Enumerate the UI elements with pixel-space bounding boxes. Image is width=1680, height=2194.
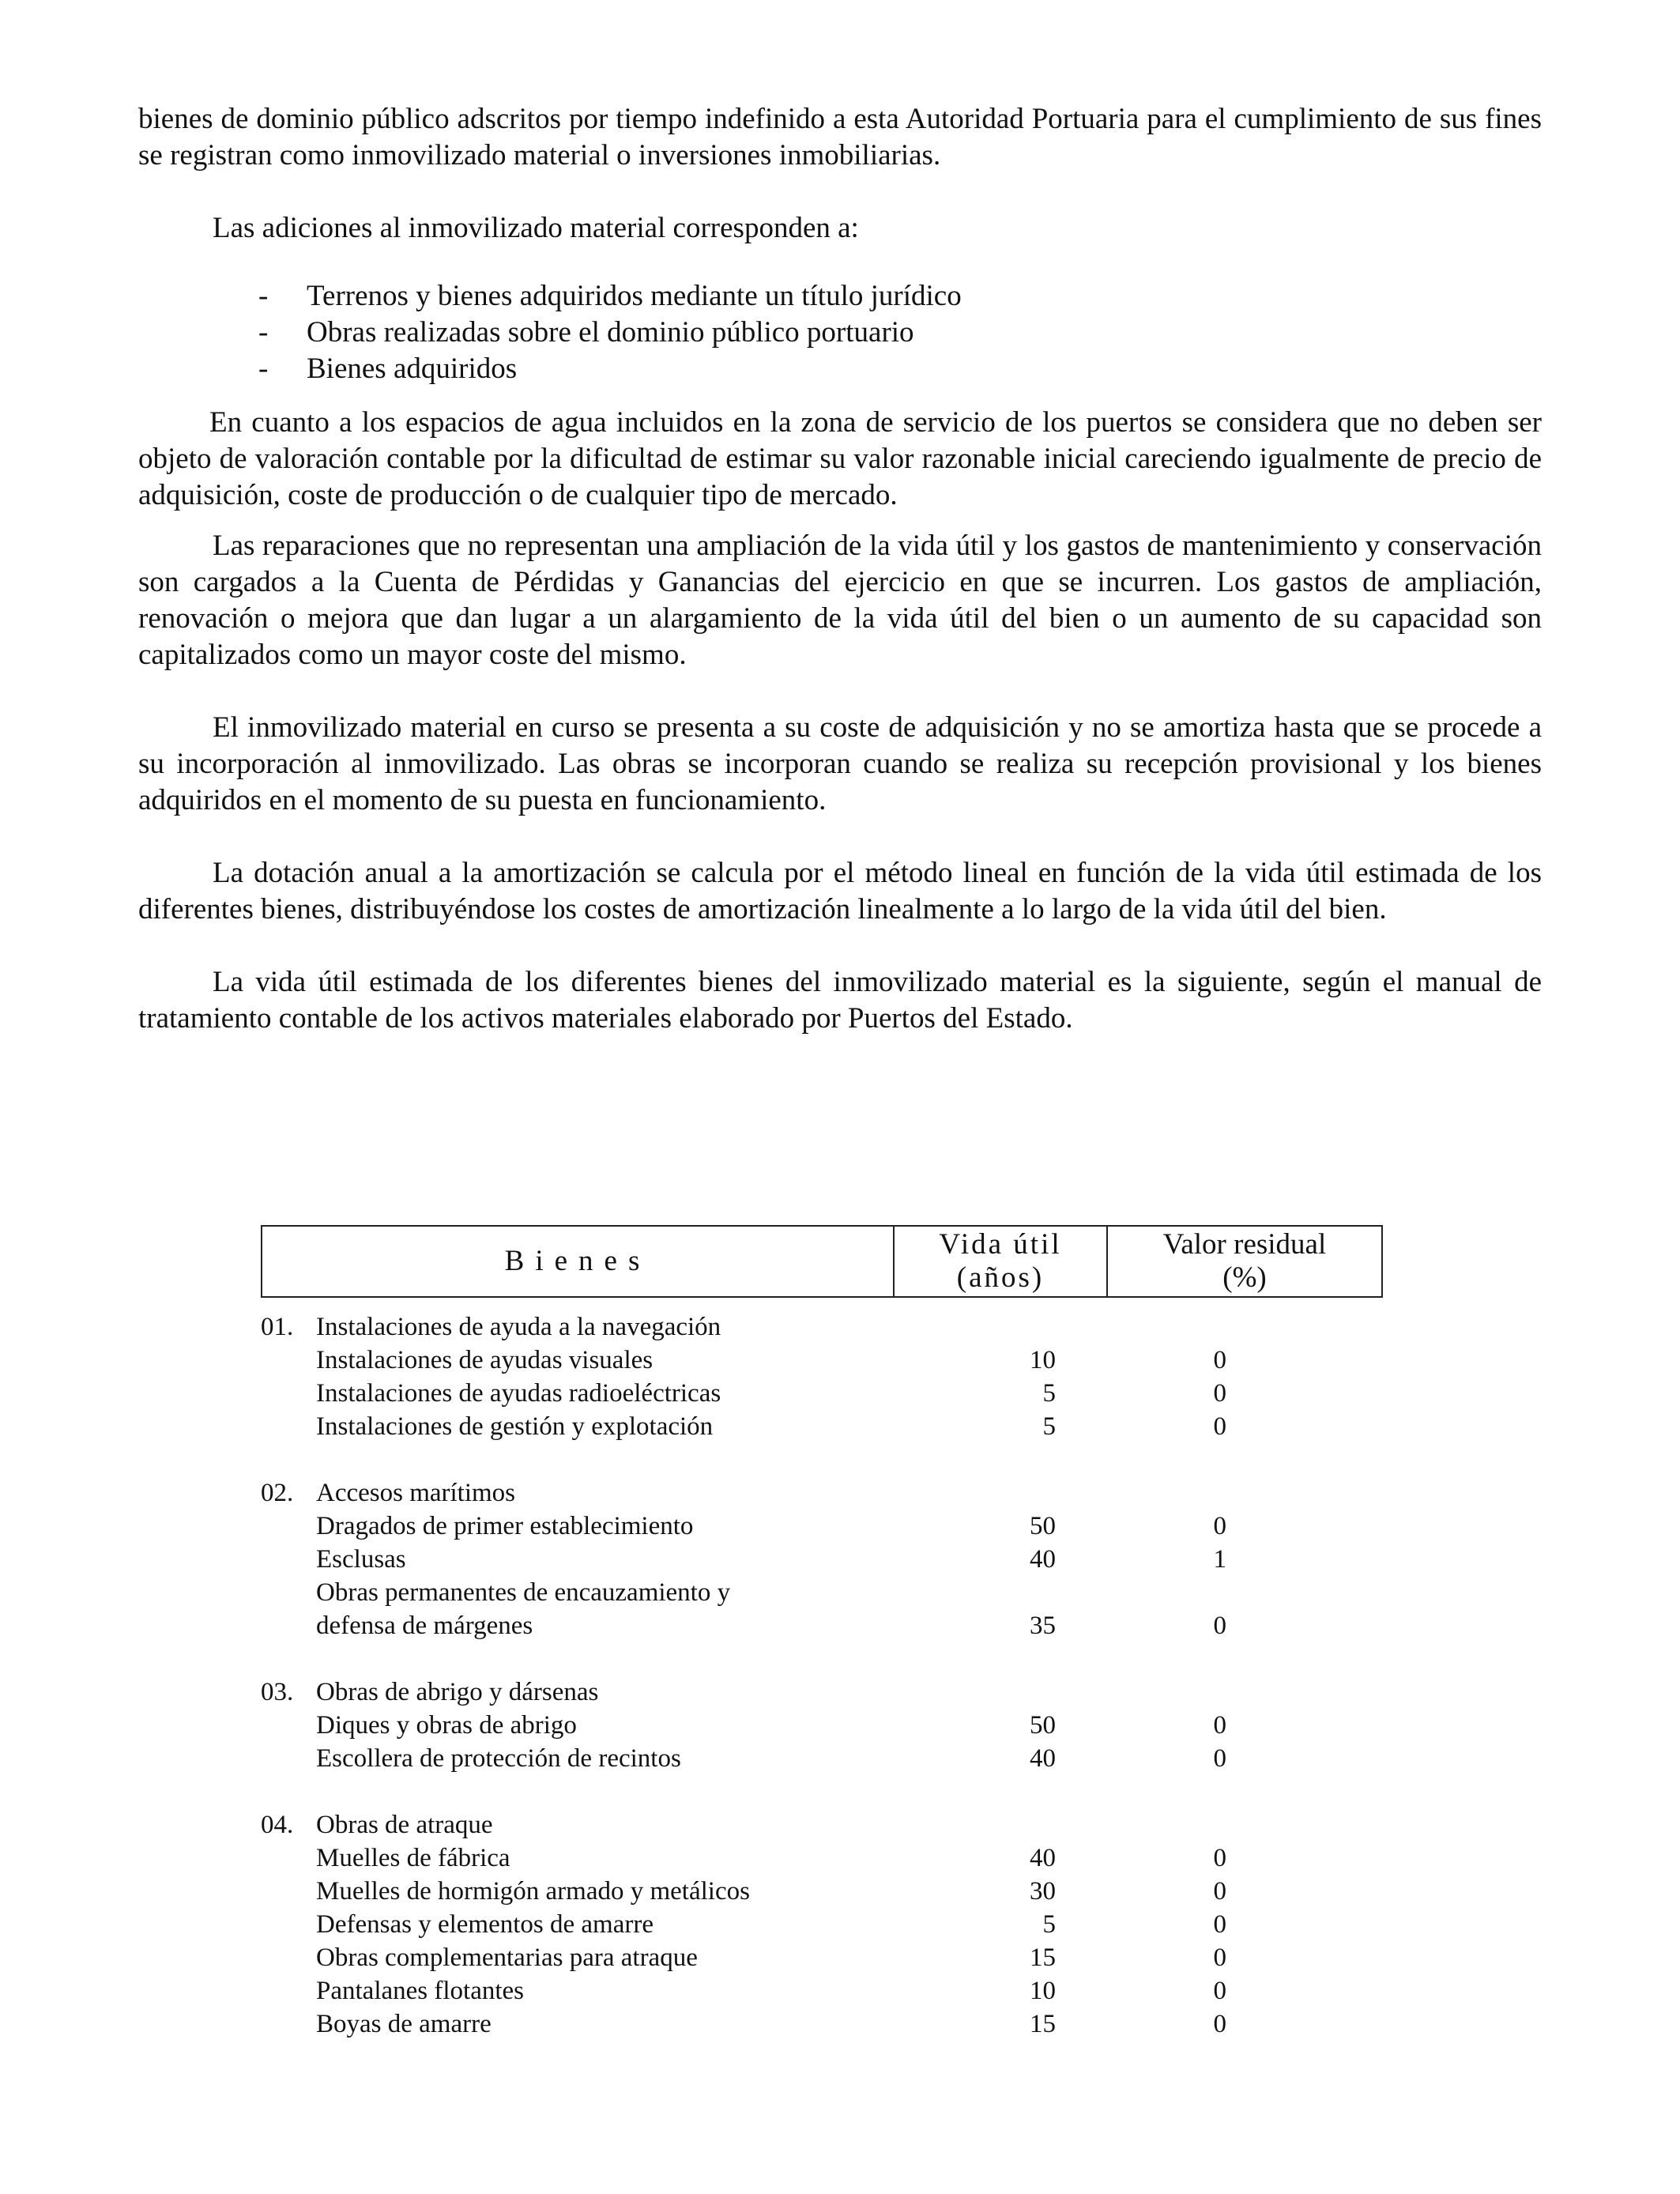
item-vida-util: 5 — [1042, 1412, 1056, 1441]
group-header-row — [261, 1476, 1383, 1510]
list-item: - Terrenos y bienes adquiridos mediante un título jurídico — [138, 278, 1542, 315]
item-vida-util: 5 — [1042, 1379, 1056, 1408]
group-title: Instalaciones de ayuda a la navegación — [316, 1313, 721, 1341]
table-header — [261, 1225, 1383, 1298]
item-label: Obras complementarias para atraque — [316, 1943, 698, 1972]
item-valor-residual: 0 — [1213, 1512, 1226, 1540]
item-label: Muelles de hormigón armado y metálicos — [316, 1877, 750, 1906]
item-valor-residual: 0 — [1213, 1977, 1226, 2005]
item-label: Instalaciones de ayudas radioeléctricas — [316, 1379, 721, 1408]
group-number: 01. — [261, 1313, 294, 1341]
list-item: - Bienes adquiridos — [138, 351, 1542, 387]
group-header-row — [261, 1808, 1383, 1842]
item-label: defensa de márgenes — [316, 1612, 533, 1640]
table-row — [261, 1974, 1383, 2007]
item-label: Boyas de amarre — [316, 2010, 492, 2038]
table-row — [261, 1344, 1383, 1377]
item-vida-util: 40 — [1030, 1844, 1056, 1872]
table-row — [261, 1576, 1383, 1609]
item-vida-util: 5 — [1042, 1910, 1056, 1939]
item-valor-residual: 0 — [1213, 1412, 1226, 1441]
item-label: Escollera de protección de recintos — [316, 1744, 681, 1773]
useful-life-table — [261, 1225, 1383, 2074]
item-valor-residual: 0 — [1213, 2010, 1226, 2038]
table-row — [261, 1742, 1383, 1775]
table-row — [261, 1609, 1383, 1642]
item-vida-util: 35 — [1030, 1612, 1056, 1640]
header-bienes: Bienes — [262, 1227, 895, 1296]
item-valor-residual: 0 — [1213, 1910, 1226, 1939]
table-group — [261, 1310, 1383, 1443]
item-valor-residual: 0 — [1213, 1379, 1226, 1408]
item-label: Instalaciones de ayudas visuales — [316, 1346, 654, 1374]
table-row — [261, 1543, 1383, 1576]
item-valor-residual: 0 — [1213, 1612, 1226, 1640]
item-label: Instalaciones de gestión y explotación — [316, 1412, 714, 1441]
item-label: Defensas y elementos de amarre — [316, 1910, 654, 1939]
dash-bullet: - — [258, 316, 269, 349]
item-valor-residual: 0 — [1213, 1943, 1226, 1972]
paragraph-repairs: Las reparaciones que no representan una ampliación de la vida útil y los gastos de mantenimiento y conservación son cargados a la Cuenta de Pérdidas y Ganancias del ejercicio en que se incurren. Los gastos de ampliación, renovación o mejora que dan lugar a un alargamiento de la vida útil del bien o un aumento de su capacidad son capitalizados como un mayor coste del mismo. — [138, 530, 1542, 671]
item-valor-residual: 0 — [1213, 1844, 1226, 1872]
table-row — [261, 1410, 1383, 1443]
header-valor-residual: Valor residual (%) — [1162, 1228, 1327, 1294]
item-vida-util: 15 — [1030, 2010, 1056, 2038]
group-number: 04. — [261, 1811, 294, 1839]
item-vida-util: 15 — [1030, 1943, 1056, 1972]
table-group — [261, 1476, 1383, 1642]
item-vida-util — [885, 1576, 1075, 1609]
table-row — [261, 1510, 1383, 1543]
item-vida-util: 40 — [1030, 1744, 1056, 1773]
group-title: Obras de atraque — [316, 1811, 493, 1839]
item-vida-util: 10 — [1030, 1977, 1056, 2005]
item-valor-residual: 1 — [1213, 1545, 1226, 1574]
group-title: Accesos marítimos — [316, 1479, 516, 1507]
item-label: Obras permanentes de encauzamiento y — [316, 1578, 731, 1607]
group-header-row — [261, 1310, 1383, 1344]
header-vida-util: Vida útil (años) — [895, 1227, 1108, 1296]
item-valor-residual: 0 — [1213, 1744, 1226, 1773]
paragraph-useful-life: La vida útil estimada de los diferentes bienes del inmovilizado material es la siguiente, según el manual de tratamiento contable de los activos materiales elaborado por Puertos del Estado. — [138, 966, 1542, 1035]
item-label: Muelles de fábrica — [316, 1844, 510, 1872]
item-vida-util: 50 — [1030, 1512, 1056, 1540]
additions-list — [138, 278, 1542, 387]
table-group — [261, 1808, 1383, 2041]
dash-bullet: - — [258, 352, 269, 385]
item-valor-residual: 0 — [1213, 1711, 1226, 1740]
group-header-row — [261, 1676, 1383, 1709]
table-row — [261, 1709, 1383, 1742]
item-valor-residual: 0 — [1213, 1877, 1226, 1906]
item-valor-residual — [1075, 1576, 1249, 1609]
item-label: Esclusas — [316, 1545, 406, 1574]
paragraph-water-spaces: En cuanto a los espacios de agua incluidos en la zona de servicio de los puertos se considera que no deben ser objeto de valoración contable por la dificultad de estimar su valor razonable inicial careciendo igualmente de precio de adquisición, coste de producción o de cualquier tipo de mercado. — [138, 406, 1542, 511]
item-vida-util: 10 — [1030, 1346, 1056, 1374]
table-group — [261, 1676, 1383, 1775]
table-row — [261, 1377, 1383, 1410]
group-number: 03. — [261, 1678, 294, 1706]
group-title: Obras de abrigo y dársenas — [316, 1678, 599, 1706]
paragraph-in-progress: El inmovilizado material en curso se presenta a su coste de adquisición y no se amortiza hasta que se procede a su incorporación al inmovilizado. Las obras se incorporan cuando se realiza su recepción provisional y los bienes adquiridos en el momento de su puesta en funcionamiento. — [138, 711, 1542, 816]
paragraph-depreciation: La dotación anual a la amortización se calcula por el método lineal en función de la vida útil estimada de los diferentes bienes, distribuyéndose los costes de amortización linealmente a lo largo de la vida útil del bien. — [138, 857, 1542, 925]
table-row — [261, 1908, 1383, 1941]
item-label: Dragados de primer establecimiento — [316, 1512, 694, 1540]
paragraph-additions: Las adiciones al inmovilizado material corresponden a: — [213, 212, 859, 244]
table-row — [261, 1941, 1383, 1974]
document-page — [138, 101, 1542, 1037]
item-vida-util: 50 — [1030, 1711, 1056, 1740]
table-row — [261, 2007, 1383, 2041]
table-row — [261, 1875, 1383, 1908]
item-vida-util: 30 — [1030, 1877, 1056, 1906]
item-vida-util: 40 — [1030, 1545, 1056, 1574]
table-row — [261, 1842, 1383, 1875]
table-body — [261, 1310, 1383, 2041]
item-valor-residual: 0 — [1213, 1346, 1226, 1374]
item-label: Diques y obras de abrigo — [316, 1711, 577, 1740]
list-item: - Obras realizadas sobre el dominio público portuario — [138, 315, 1542, 351]
group-number: 02. — [261, 1479, 294, 1507]
paragraph-intro-continuation: bienes de dominio público adscritos por tiempo indefinido a esta Autoridad Portuaria para el cumplimiento de sus fines se registran como inmovilizado material o inversiones inmobiliarias. — [138, 103, 1542, 172]
item-label: Pantalanes flotantes — [316, 1977, 525, 2005]
dash-bullet: - — [258, 280, 269, 312]
